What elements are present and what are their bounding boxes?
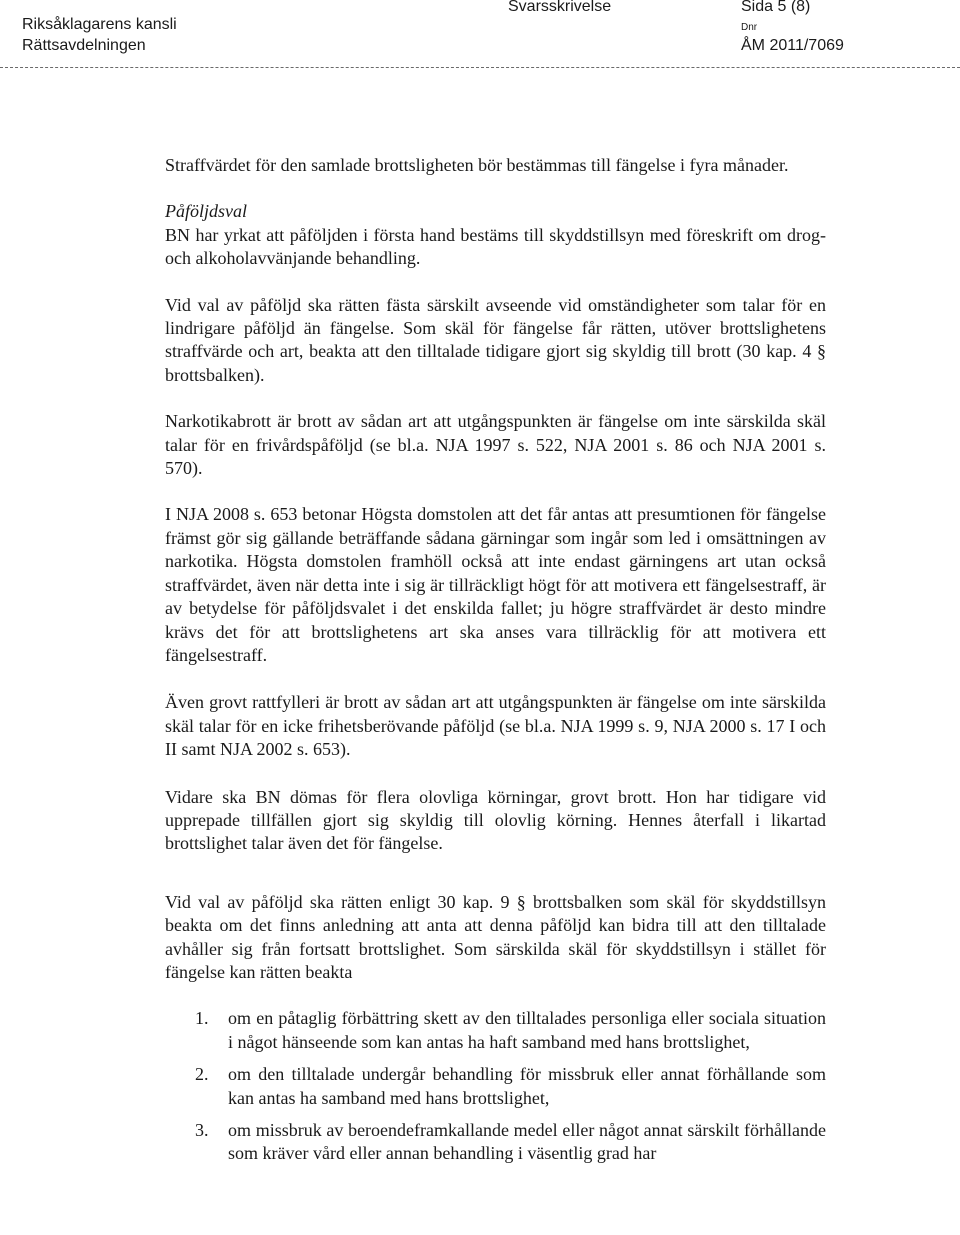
list-item xyxy=(165,1007,826,1054)
dnr-number: ÅM 2011/7069 xyxy=(741,37,844,54)
criteria-list xyxy=(165,1007,826,1165)
header-divider xyxy=(0,67,960,68)
list-item xyxy=(165,1119,826,1166)
list-item-number: 1. xyxy=(195,1008,209,1029)
list-item-number: 2. xyxy=(195,1064,209,1085)
department-name: Rättsavdelningen xyxy=(22,37,146,54)
page-number: Sida 5 (8) xyxy=(741,0,811,15)
document-body xyxy=(165,154,826,1166)
paragraph: BN har yrkat att påföljden i första hand bestäms till skyddstillsyn med föreskrift om drog- och alkoholavvänjande behandling. xyxy=(165,224,826,269)
paragraph: Vid val av påföljd ska rätten enligt 30 kap. 9 § brottsbalken som skäl för skyddstillsyn beakta om det finns anledning att anta att denna påföljd kan bidra till att den tilltalade avhåller sig från fortsatt brottslighet. Som särskilda skäl för skyddstillsyn i stället för fängelse kan rätten beakta xyxy=(165,891,826,982)
organization-name: Riksåklagarens kansli xyxy=(22,16,177,33)
paragraph: Vidare ska BN dömas för flera olovliga körningar, grovt brott. Hon har tidigare vid upprepade tillfällen gjort sig skyldig till olovlig körning. Hennes återfall i likartad brottslighet talar även det för fängelse. xyxy=(165,786,826,854)
paragraph: Straffvärdet för den samlade brottsligheten bör bestämmas till fängelse i fyra månader. xyxy=(165,155,789,175)
list-item-text: om den tilltalade undergår behandling för missbruk eller annat förhållande som kan antas ha samband med hans brottslighet, xyxy=(228,1064,826,1108)
document-type: Svarsskrivelse xyxy=(508,0,612,15)
section-heading: Påföljdsval xyxy=(165,201,247,222)
paragraph: I NJA 2008 s. 653 betonar Högsta domstolen att det får antas att presumtionen för fängelse främst gör sig gällande beträffande sådana gärningar som ingår som led i omsättningen av narkotika. Högsta domstolen framhöll också att inte endast gärningens art utan också straffvärdet, även när detta inte i sig är tillräckligt högt för att motivera ett fängelsestraff, är av betydelse för påföljdsvalet i det enskilda fallet; ju högre straffvärdet är desto mindre krävs det för att brottslighetens art ska anses vara tillräcklig för att motivera ett fängelsestraff. xyxy=(165,504,826,665)
paragraph: Narkotikabrott är brott av sådan art att utgångspunkten är fängelse om inte särskilda skäl talar för en frivårdspåföljd (se bl.a. NJA 1997 s. 522, NJA 2001 s. 86 och NJA 2001 s. 570). xyxy=(165,411,826,479)
paragraph: Även grovt rattfylleri är brott av sådan art att utgångspunkten är fängelse om inte särskilda skäl talar för en icke frihetsberövande påföljd (se bl.a. NJA 1999 s. 9, NJA 2000 s. 17 I och II samt NJA 2002 s. 653). xyxy=(165,692,826,760)
list-item xyxy=(165,1063,826,1110)
list-item-text: om missbruk av beroendeframkallande medel eller något annat särskilt förhållande som kräver vård eller annan behandling i väsentlig grad har xyxy=(228,1120,826,1164)
paragraph: Vid val av påföljd ska rätten fästa särskilt avseende vid omständigheter som talar för en lindrigare påföljd än fängelse. Som skäl för fängelse får rätten, utöver brottslighetens straffvärde och art, beakta att den tilltalade tidigare gjort sig skyldig till brott (30 kap. 4 § brottsbalken). xyxy=(165,294,826,385)
list-item-text: om en påtaglig förbättring skett av den tilltalades personliga eller sociala situation i något hänseende som kan antas ha haft samband med hans brottslighet, xyxy=(228,1008,826,1052)
list-item-number: 3. xyxy=(195,1120,209,1140)
dnr-label: Dnr xyxy=(741,22,758,33)
